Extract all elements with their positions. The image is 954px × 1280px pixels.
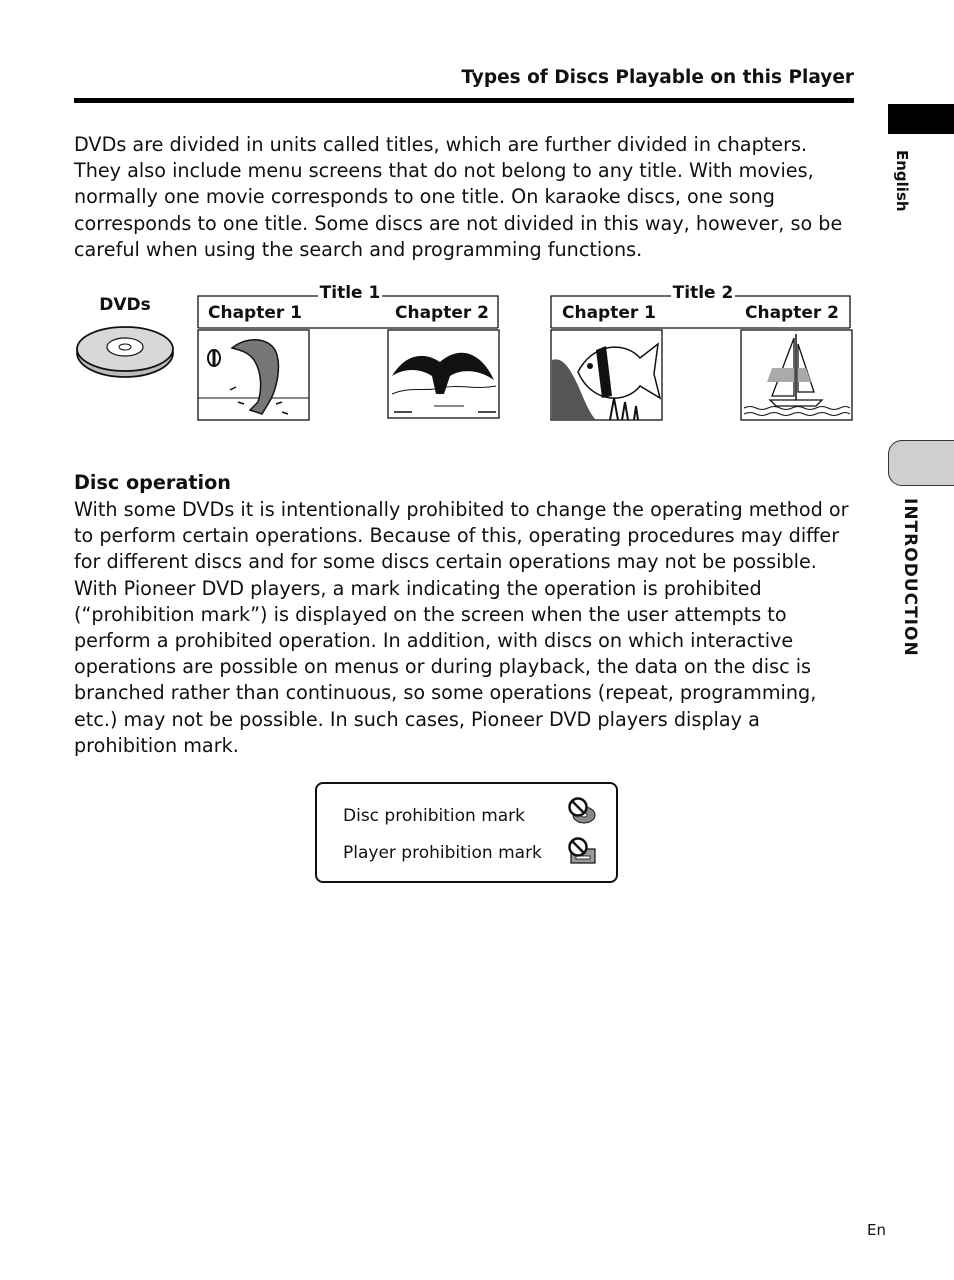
whale-tail-illustration <box>388 330 499 418</box>
title-1-chapter-2-label: Chapter 2 <box>394 303 490 323</box>
dvds-label: DVDs <box>99 295 151 315</box>
page-language-code: En <box>867 1221 886 1239</box>
language-tab-marker <box>888 104 954 134</box>
disc-prohibition-icon <box>567 796 597 826</box>
dvd-disc-icon <box>77 327 173 377</box>
title-1-bracket <box>198 296 498 328</box>
title-1-label: Title 1 <box>319 283 381 303</box>
title-2-bracket <box>551 296 850 328</box>
page-header-title: Types of Discs Playable on this Player <box>461 67 854 88</box>
section-tab-label: INTRODUCTION <box>900 498 920 657</box>
sailboat-illustration <box>741 330 852 420</box>
language-tab-label: English <box>893 150 911 212</box>
disc-operation-heading: Disc operation <box>74 471 231 494</box>
header-rule <box>74 98 854 103</box>
intro-paragraph: DVDs are divided in units called titles, which are further divided in chapters. They also include menu screens that do not belong to any title. With movies, normally one movie corresponds to one title. On karaoke discs, one song corresponds to one title. Some discs are not divided in this way, however, so be careful when using the search and programming functions. <box>74 133 843 261</box>
section-tab-marker <box>888 440 954 486</box>
player-prohibition-label: Player prohibition mark <box>343 843 542 863</box>
title-2-label: Title 2 <box>672 283 734 303</box>
title-2-chapter-2-label: Chapter 2 <box>744 303 840 323</box>
dolphin-illustration <box>198 330 309 420</box>
prohibition-mark-box <box>315 782 618 883</box>
fish-illustration <box>551 330 662 420</box>
title-1-chapter-1-label: Chapter 1 <box>207 303 303 323</box>
title-2-chapter-1-label: Chapter 1 <box>561 303 657 323</box>
player-prohibition-icon <box>567 836 597 866</box>
disc-prohibition-label: Disc prohibition mark <box>343 806 526 826</box>
disc-operation-paragraph: With some DVDs it is intentionally prohibited to change the operating method or to perform certain operations. Because of this, operating procedures may differ for different discs and for some discs certain operations may not be possible. With Pioneer DVD players, a mark indicating the operation is prohibited (“prohibition mark”) is displayed on the screen when the user attempts to perform a prohibited operation. In addition, with discs on which interactive operations are possible on menus or during playback, the data on the disc is branched rather than continuous, so some operations (repeat, programming, etc.) may not be possible. In such cases, Pioneer DVD players display a prohibition mark. <box>74 498 849 757</box>
